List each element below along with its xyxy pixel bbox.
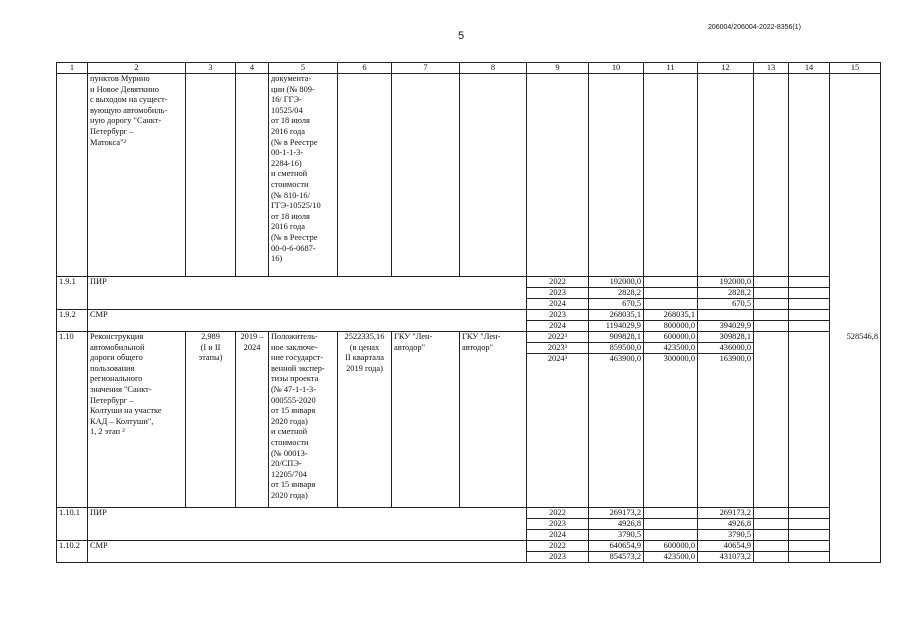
year-cell: 2023³ — [527, 343, 589, 354]
table-row — [57, 310, 881, 321]
year-cell: 2022 — [527, 541, 589, 552]
cost-cell: 2522335,16 (в ценах II квартала 2019 года) — [338, 332, 392, 508]
cell — [644, 74, 698, 277]
customer-cell: ГКУ "Лен- автодор" — [392, 332, 460, 508]
value-cell: 300000,0 — [644, 354, 698, 508]
value-cell: 192000,0 — [589, 277, 644, 288]
col-header: 2 — [88, 63, 186, 74]
row-number: 1.9.1 — [57, 277, 88, 310]
cell — [527, 74, 589, 277]
value-cell: 431073,2 — [698, 552, 754, 563]
col-header: 1 — [57, 63, 88, 74]
length-cell: 2,989 (I и II этапы) — [186, 332, 236, 508]
col-header: 6 — [338, 63, 392, 74]
row-number: 1.10.1 — [57, 508, 88, 541]
value-cell — [644, 508, 698, 519]
value-cell: 436000,0 — [698, 343, 754, 354]
cell — [186, 74, 236, 277]
year-cell: 2024³ — [527, 354, 589, 508]
cell — [754, 299, 789, 310]
value-cell: 3790,5 — [589, 530, 644, 541]
col-header: 10 — [589, 63, 644, 74]
value-cell: 800000,0 — [644, 321, 698, 332]
value-cell: 163900,0 — [698, 354, 754, 508]
value-cell: 423500,0 — [644, 552, 698, 563]
value-cell: 670,5 — [589, 299, 644, 310]
work-type: СМР — [88, 541, 527, 563]
year-cell: 2023 — [527, 519, 589, 530]
col-header: 5 — [269, 63, 338, 74]
cell — [754, 321, 789, 332]
row-number: 1.9.2 — [57, 310, 88, 332]
value-cell: 909828,1 — [589, 332, 644, 343]
year-cell: 2024 — [527, 299, 589, 310]
object-name-cell: пунктов Мурино и Новое Девяткино с выходом на сущест- вующую автомобиль- ную дорогу "Санкт- Петербург – Матокса"² — [88, 74, 186, 277]
value-cell: 670,5 — [698, 299, 754, 310]
cell — [789, 508, 830, 519]
value-cell: 2828,2 — [698, 288, 754, 299]
year-cell: 2023 — [527, 288, 589, 299]
cell — [754, 332, 789, 508]
table-row — [57, 541, 881, 552]
value-cell-col15: 528546,8 — [830, 332, 881, 563]
col-header: 9 — [527, 63, 589, 74]
value-cell: 309828,1 — [698, 332, 754, 343]
col-header: 11 — [644, 63, 698, 74]
cell — [392, 74, 460, 277]
year-cell: 2022³ — [527, 332, 589, 343]
col-header: 14 — [789, 63, 830, 74]
value-cell: 3790,5 — [698, 530, 754, 541]
cell — [789, 552, 830, 563]
table-row — [57, 74, 881, 277]
work-type: СМР — [88, 310, 527, 332]
col-header: 3 — [186, 63, 236, 74]
cell — [789, 519, 830, 530]
cell — [789, 321, 830, 332]
year-cell: 2023 — [527, 552, 589, 563]
work-type: ПИР — [88, 277, 527, 310]
cell — [789, 332, 830, 508]
value-cell: 1194029,9 — [589, 321, 644, 332]
cell — [754, 310, 789, 321]
value-cell: 394029,9 — [698, 321, 754, 332]
cell — [754, 519, 789, 530]
col-header: 7 — [392, 63, 460, 74]
value-cell: 463900,0 — [589, 354, 644, 508]
period-cell: 2019 – 2024 — [236, 332, 269, 508]
cell — [589, 74, 644, 277]
table-row — [57, 332, 881, 343]
cell — [754, 277, 789, 288]
cell — [789, 288, 830, 299]
year-cell: 2022 — [527, 277, 589, 288]
value-cell: 423500,0 — [644, 343, 698, 354]
cell — [789, 310, 830, 321]
value-cell: 2828,2 — [589, 288, 644, 299]
table-row — [57, 277, 881, 288]
work-type: ПИР — [88, 508, 527, 541]
cell — [698, 74, 754, 277]
col-header: 8 — [460, 63, 527, 74]
column-number-row — [57, 63, 881, 74]
cell — [754, 530, 789, 541]
value-cell: 269173,2 — [698, 508, 754, 519]
value-cell: 600000,0 — [644, 332, 698, 343]
cell — [789, 277, 830, 288]
col-header: 15 — [830, 63, 881, 74]
cell — [338, 74, 392, 277]
cell — [754, 74, 789, 277]
cell — [830, 74, 881, 332]
cell — [789, 530, 830, 541]
value-cell: 859500,0 — [589, 343, 644, 354]
value-cell: 40654,9 — [698, 541, 754, 552]
expertise-cell: документа- ции (№ 809- 16/ ГГЭ- 10525/04 от 18 июля 2016 года (№ в Реестре 00-1-1-3- 2284-16) и сметной стоимости (№ 810-16/ ГГЭ-10525/10 от 18 июля 2016 года (№ в Реестре 00-0-6-0687- 16) — [269, 74, 338, 277]
value-cell: 268035,1 — [589, 310, 644, 321]
developer-cell: ГКУ "Лен- автодор" — [460, 332, 527, 508]
col-header: 13 — [754, 63, 789, 74]
object-name-cell: Реконструкция автомобильной дороги общего пользования регионального значения "Санкт- Петербург – Колтуши на участке КАД – Колтуши", 1, 2 этап ² — [88, 332, 186, 508]
cell — [460, 74, 527, 277]
value-cell — [698, 310, 754, 321]
value-cell — [644, 299, 698, 310]
value-cell: 854573,2 — [589, 552, 644, 563]
value-cell: 269173,2 — [589, 508, 644, 519]
table-row — [57, 508, 881, 519]
expertise-cell: Положитель- ное заключе- ние государст- венной экспер- тизы проекта (№ 47-1-1-3- 000555-2020 от 15 января 2020 года) и сметной стоимости (№ 00013- 20/СПЭ- 12205/704 от 15 января 2020 года) — [269, 332, 338, 508]
value-cell: 192000,0 — [698, 277, 754, 288]
row-number: 1.10.2 — [57, 541, 88, 563]
cell — [236, 74, 269, 277]
cell — [789, 299, 830, 310]
year-cell: 2022 — [527, 508, 589, 519]
document-number: 206004/206004-2022-8356(1) — [707, 24, 801, 31]
page-number: 5 — [458, 30, 465, 42]
cell — [754, 541, 789, 552]
value-cell — [644, 530, 698, 541]
value-cell — [644, 288, 698, 299]
year-cell: 2024 — [527, 530, 589, 541]
value-cell: 640654,9 — [589, 541, 644, 552]
year-cell: 2023 — [527, 310, 589, 321]
budget-table — [56, 62, 881, 563]
cell — [754, 552, 789, 563]
cell — [57, 74, 88, 277]
value-cell — [644, 519, 698, 530]
row-number: 1.10 — [57, 332, 88, 508]
value-cell: 600000,0 — [644, 541, 698, 552]
value-cell: 4926,8 — [698, 519, 754, 530]
cell — [789, 74, 830, 277]
cell — [789, 541, 830, 552]
cell — [754, 288, 789, 299]
cell — [754, 508, 789, 519]
value-cell: 268035,1 — [644, 310, 698, 321]
value-cell — [644, 277, 698, 288]
col-header: 12 — [698, 63, 754, 74]
value-cell: 4926,8 — [589, 519, 644, 530]
year-cell: 2024 — [527, 321, 589, 332]
col-header: 4 — [236, 63, 269, 74]
